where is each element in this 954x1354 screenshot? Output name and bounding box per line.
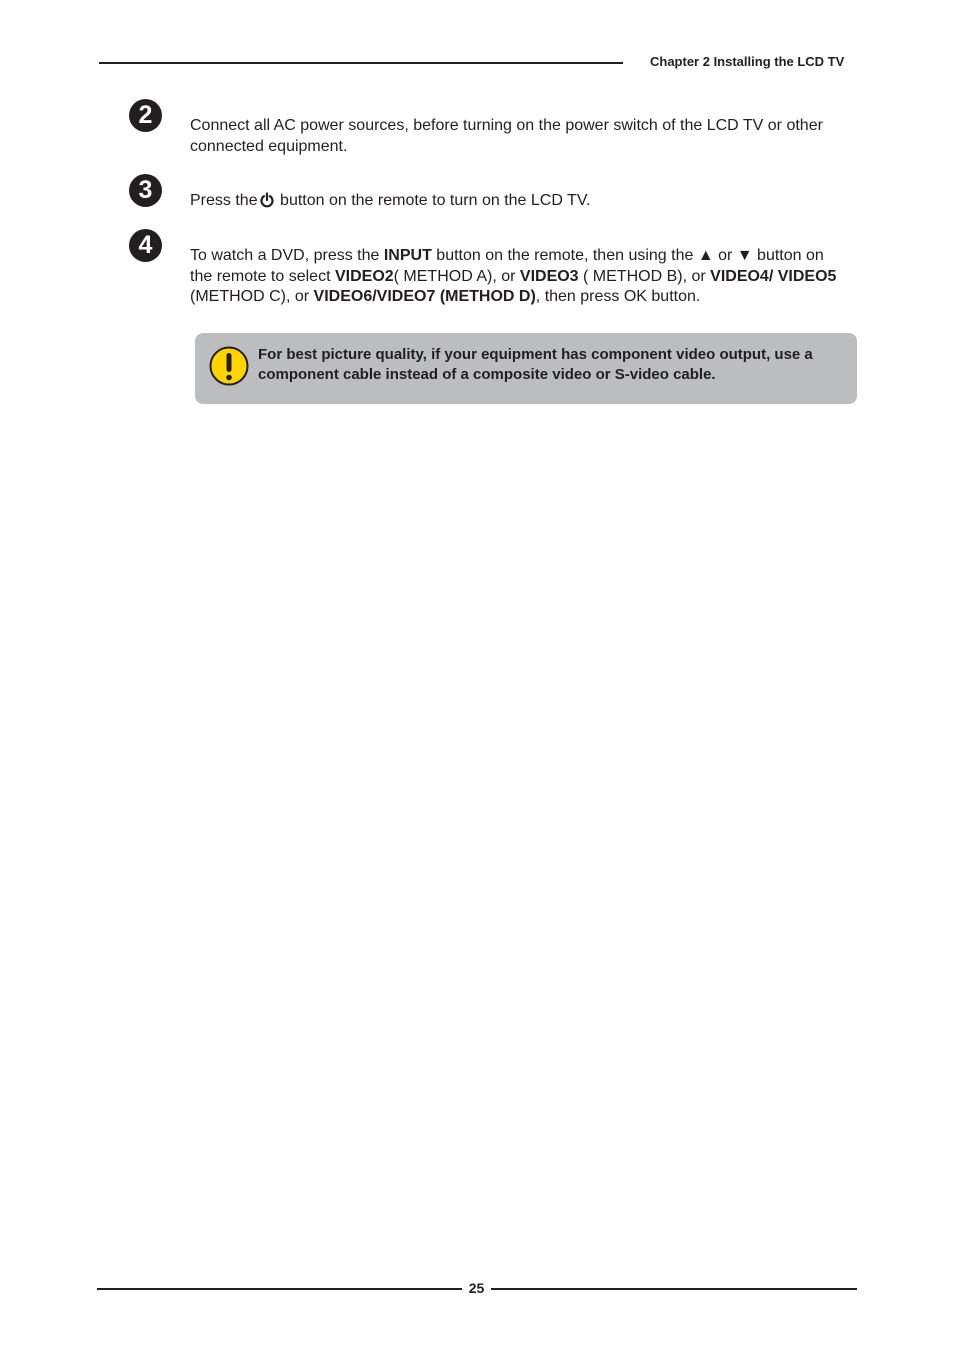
step-3-text-after: button on the remote to turn on the LCD TV. <box>275 192 591 209</box>
step-4-seg: button on the remote, then using the ▲ or ▼ button on the remote to select <box>190 247 824 285</box>
video4-5-keyword: VIDEO4/ VIDEO5 <box>710 267 837 285</box>
footer-rule-right <box>491 1288 857 1290</box>
note-box <box>195 333 857 404</box>
step-4-seg: ( METHOD A), or <box>393 267 520 285</box>
input-keyword: INPUT <box>383 247 432 264</box>
step-4-seg: (METHOD C), or <box>190 288 314 305</box>
chapter-header: Chapter 2 Installing the LCD TV <box>650 54 845 69</box>
step-4-seg: , then press OK button. <box>535 288 701 305</box>
page-number: 25 <box>468 1280 485 1296</box>
step-number-3: 3 <box>129 174 162 207</box>
step-2-text: Connect all AC power sources, before turning on the power switch of the LCD TV or other connected equipment. <box>190 117 823 155</box>
step-number-4: 4 <box>129 229 162 262</box>
step-4-seg: To watch a DVD, press the <box>190 247 384 264</box>
video2-keyword: VIDEO2 <box>334 267 394 285</box>
note-text: For best picture quality, if your equipment has component video output, use a component cable instead of a composite video or S-video cable. <box>258 346 813 383</box>
step-number-2: 2 <box>129 99 162 132</box>
power-icon <box>259 192 275 208</box>
step-3-text <box>190 191 850 212</box>
video6-7-keyword: VIDEO6/VIDEO7 (METHOD D) <box>313 288 536 305</box>
footer-rule-left <box>97 1288 462 1290</box>
header-rule <box>99 62 623 64</box>
warning-exclamation-icon <box>209 346 249 386</box>
step-3-text-before: Press the <box>190 192 258 209</box>
video3-keyword: VIDEO3 <box>519 267 579 285</box>
step-4-seg: ( METHOD B), or <box>578 267 711 285</box>
step-4-text <box>190 246 850 308</box>
